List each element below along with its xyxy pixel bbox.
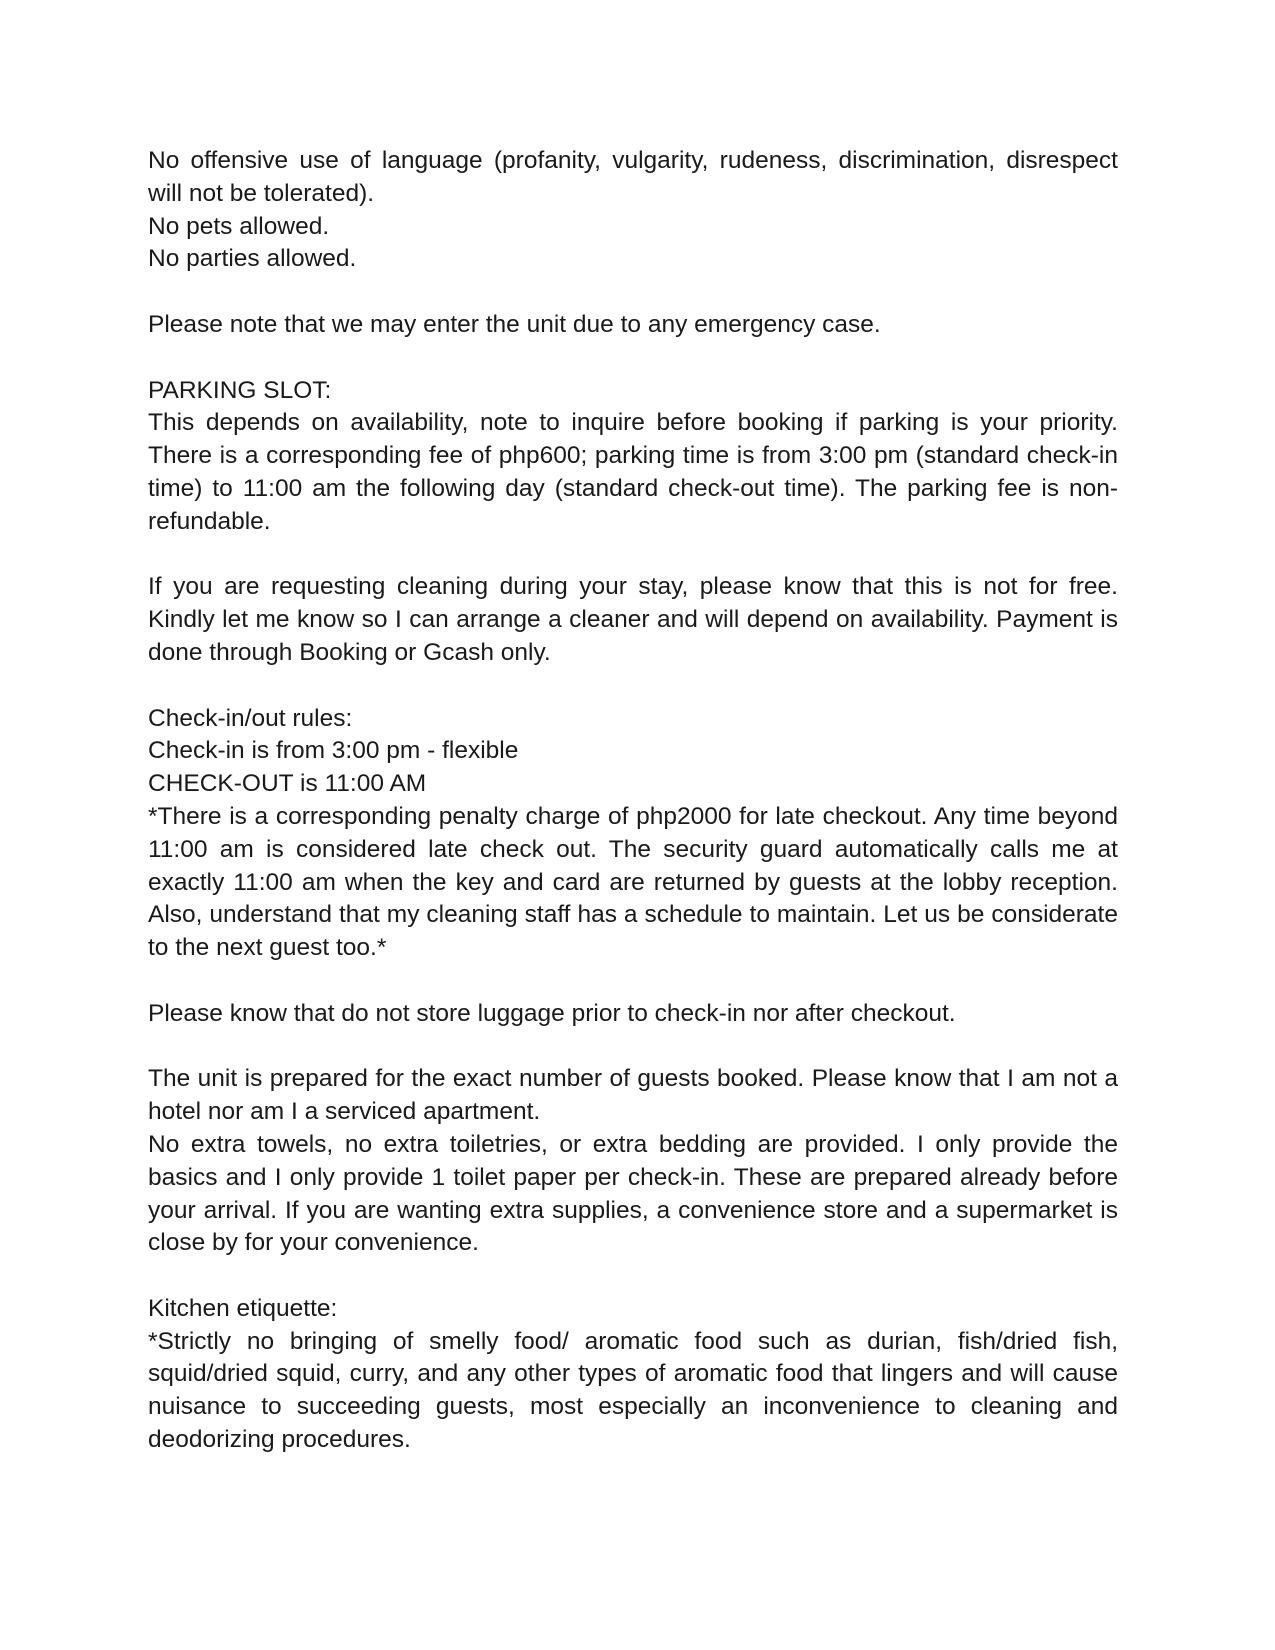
paragraph-gap — [148, 1260, 1118, 1293]
paragraph-gap — [148, 670, 1118, 703]
paragraph-gap — [148, 539, 1118, 572]
paragraph-gap — [148, 342, 1118, 375]
kitchen-heading: Kitchen etiquette: — [148, 1294, 338, 1322]
parking-heading: PARKING SLOT: — [148, 376, 332, 404]
parking-body: This depends on availability, note to inquire before booking if parking is your priority. There is a corresponding fee of php600; parking time is from 3:00 pm (standard check-in time) to 11:00 am the following day (standard check-out time). The parking fee is non-refundable. — [148, 409, 1118, 535]
checkin-time: Check-in is from 3:00 pm - flexible — [148, 737, 519, 765]
rule-no-pets: No pets allowed. — [148, 212, 330, 240]
luggage-notice: Please know that do not store luggage prior to check-in nor after checkout. — [148, 999, 956, 1027]
document-page — [148, 145, 1118, 1457]
rule-no-parties: No parties allowed. — [148, 245, 357, 273]
rule-offensive-language: No offensive use of language (profanity, vulgarity, rudeness, discrimination, disrespect will not be tolerated). — [148, 147, 1118, 207]
checkout-time: CHECK-OUT is 11:00 AM — [148, 770, 427, 798]
checkinout-heading: Check-in/out rules: — [148, 704, 353, 732]
paragraph-gap — [148, 276, 1118, 309]
emergency-notice: Please note that we may enter the unit due to any emergency case. — [148, 310, 881, 338]
paragraph-gap — [148, 1031, 1118, 1064]
no-extras-notice: No extra towels, no extra toiletries, or extra bedding are provided. I only provide the basics and I only provide 1 toilet paper per check-in. These are prepared already before your arrival. If you are wanting extra supplies, a convenience store and a supermarket is close by for your convenience. — [148, 1130, 1118, 1257]
paragraph-gap — [148, 965, 1118, 998]
kitchen-body: *Strictly no bringing of smelly food/ aromatic food such as durian, fish/dried fish, squid/dried squid, curry, and any other types of aromatic food that lingers and will cause nuisance to succeeding guests, most especially an inconvenience to cleaning and deodorizing procedures. — [148, 1327, 1118, 1454]
unit-prepared-notice: The unit is prepared for the exact number of guests booked. Please know that I am not a hotel nor am I a serviced apartment. — [148, 1065, 1118, 1126]
cleaning-paragraph: If you are requesting cleaning during your stay, please know that this is not for free. Kindly let me know so I can arrange a cleaner and will depend on availability. Payment is done through Booking or Gcash only. — [148, 573, 1118, 666]
late-checkout-penalty: *There is a corresponding penalty charge of php2000 for late checkout. Any time beyond 11:00 am is considered late check out. The security guard automatically calls me at exactly 11:00 am when the key and card are returned by guests at the lobby reception. Also, understand that my cleaning staff has a schedule to maintain. Let us be considerate to the next guest too.* — [148, 802, 1118, 962]
